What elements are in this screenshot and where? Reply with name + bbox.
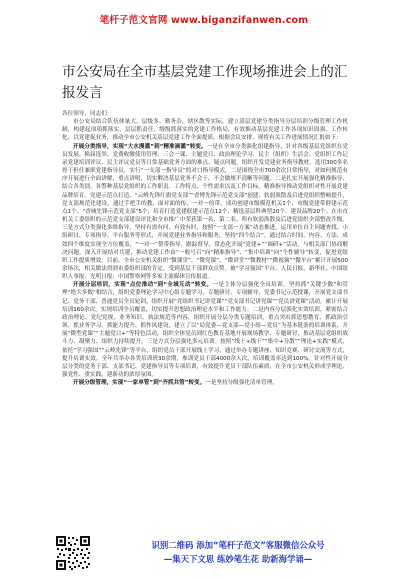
paragraph-text: 一是在全市分类强化组建指导，针对各级基层党组织在党员发展、换届选举、党费收缴使用管理、三会一课、主题党日、政治理论学习、民主（组织）生活会、党组织工作记录党建培训评议、民主评议党员等日常基础党务方面的难点、疑点问题，组织开发党建业务指导教材，选用300多名骨干担任兼职党建指导员，实行“一支部一指导员”的对口指导模式。二是围绕全市700余次日常指导，对如何规范有序开展进行全面讲解，重点讲明，切实解决基层党务不会干、不会做规不清晰等问题。二是扎实开展强化精准指导，结合各类别、各警种基层党组织的工作职责、工作特点、个性需求以及工作目标，精准指导推动党组织对性开展党建品牌培育。党建示范点打造、“云岭先锋红旗党支部”“香博先锋示范党支部”创建、软弱涣散及后进党组织整顿提升，党支部规范化建设、通过手把手的教、面对面的传，一对一的带，成功创建市级模范机关1个、市级党建带群建示范点1个、“香城先锋示范党支部”5个，培育打造党建联建示范点12个、精选基层科典型20个、建设品牌20个。在市直机关工委组织的示范党支部建设评比和全市推广中荣获第一名、第二名。所有软弱涣散及后进党组织全部整改升级。三是方式分类强化多维指导，坚持有需有问、有效有时，按照“一支部一方案”动态推进，运用单位自主问题查找、小组研讨、专项指导、平台服务等形式，开展党建业务指导和服务，坚持“四个结合”，通过结合时间、内容、方法、成效四个维度实现全方位覆盖，“一对一”帮带指导、跟踪督导，常态化开展“党建+”“调研+”活动，与相关部门协商解决问题，深入开展结对共建，推动党建工作由“一般号召”向“精准指导”、“集中培训”向“个性辅导”转变，促进党组织工作提质增效。目前，全市公安机关组织“微课堂”、“微党课”、“微讲堂”“微教材”“微视频”“微平台”累计开展500余场次，相关做法得到市委组织部的肯定，受到基层干部群众点赞，被“学习强国”平台、人民日报、新华社、中国组织人事报、光明日报、中国警察网等多家主流媒体宣传报道。: [62, 143, 348, 281]
body-paragraph: [62, 143, 348, 282]
paragraph-heading: 开展分级管理，实现“一家单管”到“齐抓共管”转变。: [73, 380, 206, 387]
site-header: [0, 12, 408, 26]
body-paragraph: [62, 110, 348, 118]
body-paragraph: [62, 281, 348, 379]
document-body: [62, 110, 348, 387]
paragraph-heading: 开展分类指导，实现“大水漫灌”到“精准滴灌”转变。: [73, 143, 207, 150]
footer: [0, 532, 408, 572]
body-paragraph: [62, 118, 348, 142]
site-url[interactable]: www.biganzifanwen.com: [171, 15, 309, 26]
paragraph-text: 一是主体分层强化全员培训。坚持抓“关键少数”和管理“绝大多数”相结合，组织党委理论学习中心组专题学习、专题研讨、专项辅导，党委书记示范授课，开展党支部书记、党务干部、普通党员全员轮训，组织开展“党组织书记讲党课”“党支部书记讲党课”“党员讲党课”活动，累计开展培训160余次，实现培训全员覆盖，切实提升思想政治理论水平和工作能力。二是内容分层强化实效培训。紧密结合政治理论、党纪党规、业务知识、执法规范等内容，组织开展分层分类专题培训，重点突出抓思想教育、抓政治引领、抓业务学习、抓能力提升、抓作风建设，建立了以“局党委—党支部—党小组—党员”为基本链条的培训体系，开展“微型党课”“主题党日+”等特色活动，组织全体党员到红色教育基地开展现场教学、专题研讨，推动基层党组织战斗力、凝聚力、组织力持续提升。三是方式分层强化多元培训。按照“线上+线下”“集中+分散”“理论+实践”模式，依托“学习强国”“云岭先锋”等平台，组织党员干部开展线上学习，通过举办专题讲座、知识竞赛、研讨交流等方式，提升培训实效。全年共举办各类培训班30余期，参训党员干部4000余人次，培训覆盖率达到100%。针对性开展分层分类的党务干部、支部书记、党建指导员等专项培训，有效提升党员干部队伍素质，在全市公安机关形成学理论、强党性、重实践、建新功的浓厚氛围。: [62, 282, 348, 378]
body-paragraph: [62, 379, 348, 387]
paragraph-heading: 开展分层培训，实现“点位推动”到“全域互动”转变。: [73, 282, 213, 289]
site-name: 笔杆子范文官网: [99, 15, 168, 26]
footer-line-2: —集天下文思 练妙笔生花 助新海学诵—: [163, 554, 313, 564]
paragraph-text: 各位领导，同志们：: [62, 111, 113, 117]
paragraph-text: 市公安局结合队伍体量大、层级多、勤务杂，辖区散等实际，建立基层党建分类指导分层培训分级管理工作机制，构建起项项抓落实、层层抓责任、级级抓落实的党建工作格局，有效推动基层党建工作各项知识固强、工作转化、以党建促业务，推动全市公安机关基层党建工作全面提质。根据会议安排，现将有关工作进展情况汇报如下：: [62, 119, 348, 142]
footer-line-1: 识别二维码 添加“笔杆子范文”客服微信公众号: [151, 540, 325, 550]
document-title: 市公安局在全市基层党建工作现场推进会上的汇报发言: [62, 64, 348, 101]
paragraph-text: 一是坚持分级强化清单管理。: [205, 380, 278, 387]
qr-code-image[interactable]: [55, 535, 91, 571]
